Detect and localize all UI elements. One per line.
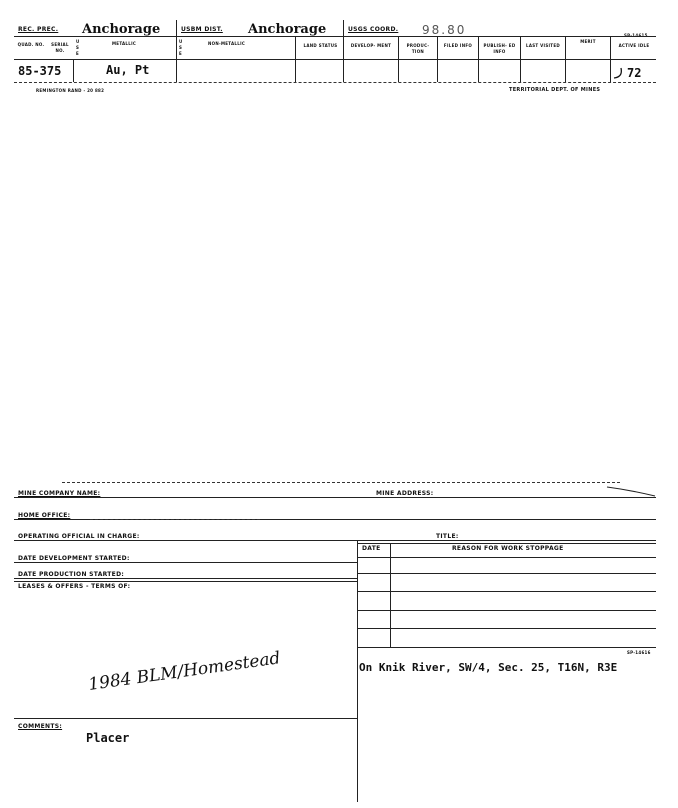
usbm-dist-label: USBM DIST. bbox=[181, 26, 223, 33]
col-serial-no: SERIAL NO. bbox=[51, 42, 69, 53]
col-non-metallic: NON-METALLIC bbox=[208, 41, 246, 46]
col-use-metallic: U S E bbox=[76, 39, 80, 56]
active-bracket-mark bbox=[612, 66, 626, 82]
mine-address-label: MINE ADDRESS: bbox=[376, 490, 434, 497]
col-quad-no: QUAD. NO. bbox=[17, 42, 45, 47]
right-imprint: TERRITORIAL DEPT. OF MINES bbox=[509, 87, 601, 93]
col-development: DEVELOP- MENT bbox=[350, 43, 392, 48]
col-active-idle: ACTIVE IDLE bbox=[618, 43, 650, 48]
metallic-value: Au, Pt bbox=[106, 63, 150, 77]
col-published-info: PUBLISH- ED INFO bbox=[483, 43, 516, 54]
leases-offers-label: LEASES & OFFERS - TERMS OF: bbox=[18, 583, 131, 590]
usgs-coord-label: USGS COORD. bbox=[348, 26, 399, 33]
handwritten-note: 1984 BLM/Homestead bbox=[87, 648, 282, 695]
left-imprint: REMINGTON RAND - 20 882 bbox=[36, 88, 105, 93]
rec-prec-label: REC. PREC. bbox=[18, 26, 59, 33]
rec-prec-value: Anchorage bbox=[82, 22, 161, 37]
date-development-label: DATE DEVELOPMENT STARTED: bbox=[18, 555, 130, 562]
col-merit: MERIT bbox=[580, 39, 596, 44]
date-col-header: DATE bbox=[362, 545, 381, 552]
operating-official-label: OPERATING OFFICIAL IN CHARGE: bbox=[18, 533, 140, 540]
pen-stroke-mark bbox=[605, 484, 657, 498]
date-production-label: DATE PRODUCTION STARTED: bbox=[18, 571, 125, 578]
form-code-bottom: SP-14616 bbox=[627, 650, 651, 655]
col-production: PRODUC- TION bbox=[406, 43, 430, 54]
col-use-nonmetallic: U S E bbox=[179, 39, 183, 56]
home-office-label: HOME OFFICE: bbox=[18, 512, 71, 519]
col-last-visited: LAST VISITED bbox=[526, 43, 560, 48]
col-filed-info: FILED INFO bbox=[443, 43, 473, 48]
col-land-status: LAND STATUS bbox=[303, 43, 338, 48]
active-idle-value: 72 bbox=[627, 66, 642, 80]
mine-company-label: MINE COMPANY NAME: bbox=[18, 490, 101, 497]
reason-col-header: REASON FOR WORK STOPPAGE bbox=[452, 545, 564, 552]
usgs-coord-value: 98.80 bbox=[422, 23, 467, 37]
quad-serial-value: 85-375 bbox=[18, 64, 62, 78]
comments-label: COMMENTS: bbox=[18, 723, 63, 730]
usbm-dist-value: Anchorage bbox=[248, 22, 327, 37]
title-label: TITLE: bbox=[436, 533, 459, 540]
col-metallic: METALLIC bbox=[112, 41, 137, 46]
form-code-top: SP-14615 bbox=[624, 33, 648, 38]
location-text: On Knik River, SW/4, Sec. 25, T16N, R3E bbox=[359, 661, 618, 674]
comments-value: Placer bbox=[86, 731, 130, 745]
